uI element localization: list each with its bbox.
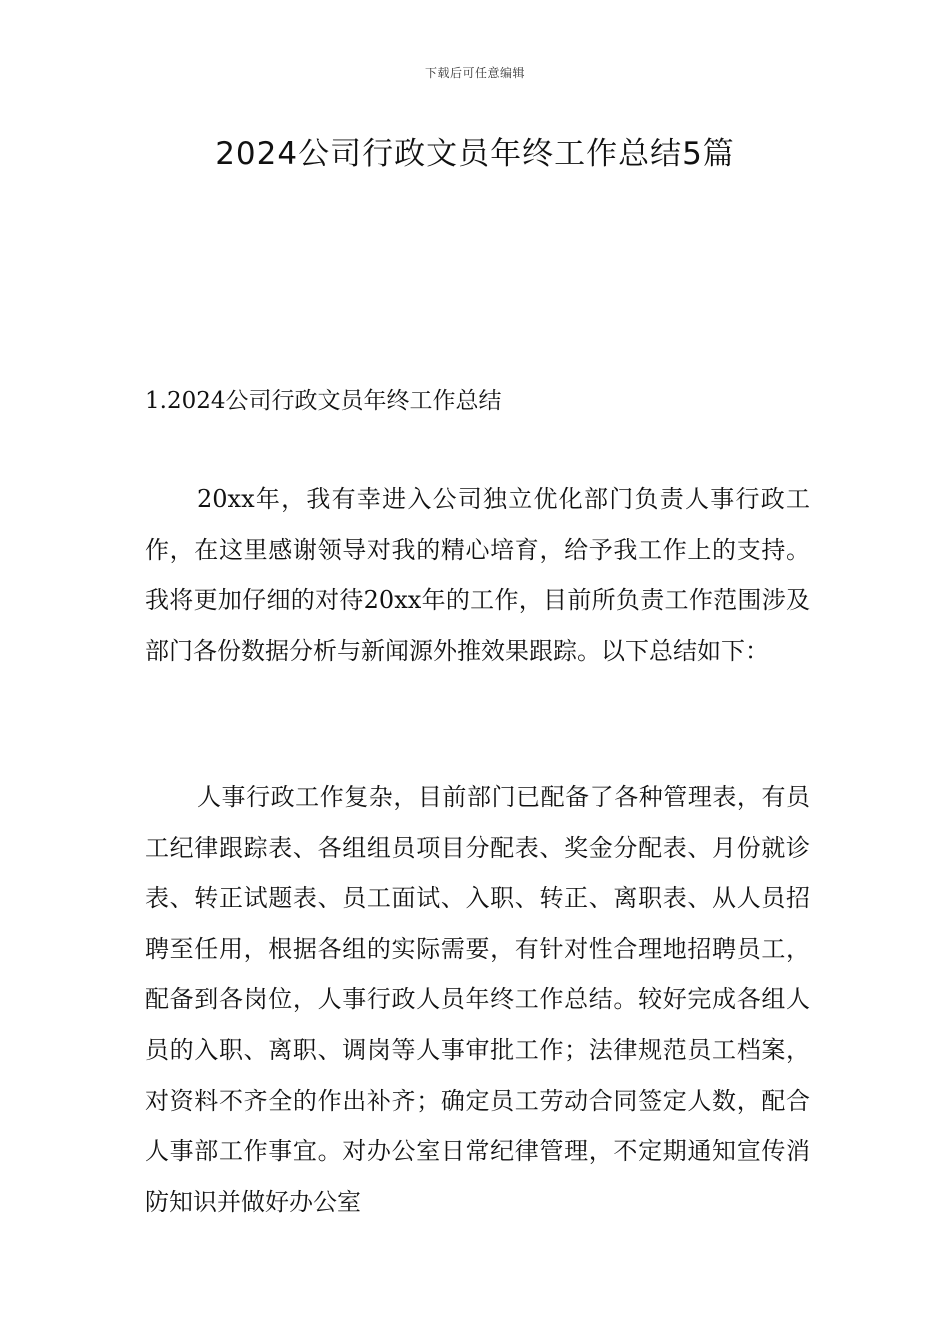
document-title: 2024公司行政文员年终工作总结5篇 — [215, 136, 735, 172]
body-paragraph: 人事行政工作复杂，目前部门已配备了各种管理表，有员工纪律跟踪表、各组组员项目分配表、奖金分配表、月份就诊表、转正试题表、员工面试、入职、转正、离职表、从人员招聘至任用，根据各组的实际需要，有针对性合理地招聘员工，配备到各岗位，人事行政人员年终工作总结。较好完成各组人员的入职、离职、调岗等人事审批工作；法律规范员工档案，对资料不齐全的作出补齐；确定员工劳动合同签定人数，配合人事部工作事宜。对办公室日常纪律管理，不定期通知宣传消防知识并做好办公室 — [145, 783, 810, 1216]
body-paragraph: 20xx年，我有幸进入公司独立优化部门负责人事行政工作，在这里感谢领导对我的精心培育，给予我工作上的支持。我将更加仔细的对待20xx年的工作，目前所负责工作范围涉及部门各份数据分析与新闻源外推效果跟踪。以下总结如下： — [145, 485, 810, 665]
section-heading: 1.2024公司行政文员年终工作总结 — [145, 388, 502, 414]
header-note: 下载后可任意编辑 — [424, 66, 525, 80]
